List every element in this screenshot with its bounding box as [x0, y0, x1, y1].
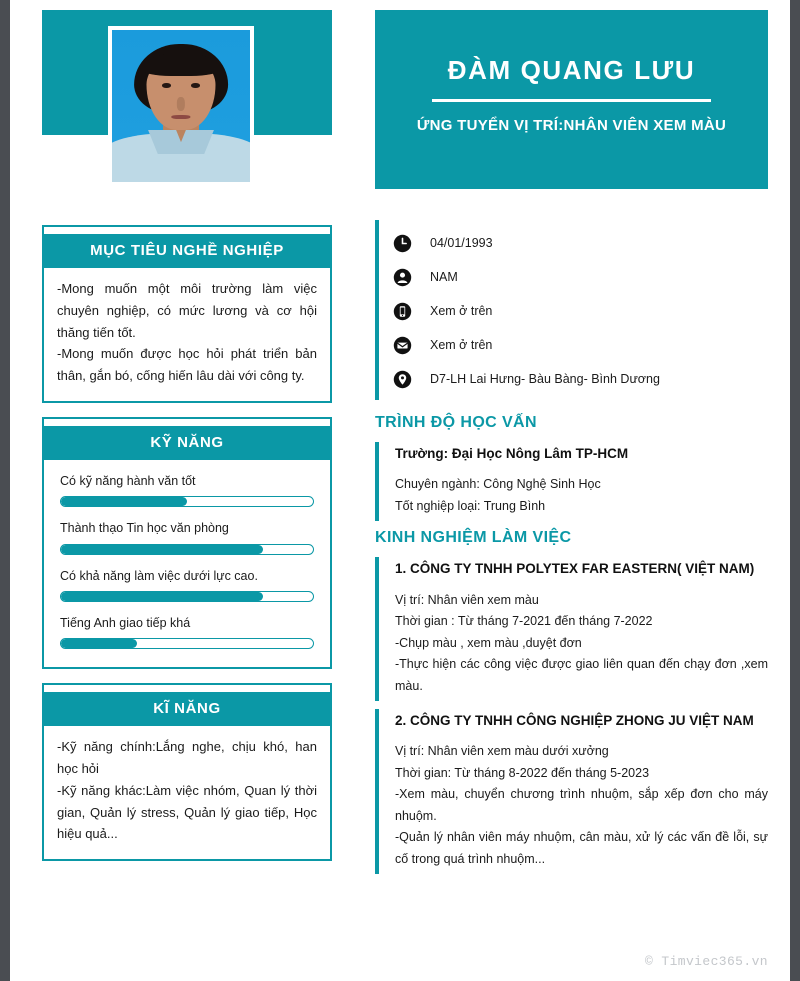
skill-progress-fill — [61, 497, 187, 506]
skill-progress-fill — [61, 592, 263, 601]
skill-item — [60, 568, 314, 602]
skill-progress-fill — [61, 639, 137, 648]
experience-line: -Chụp màu , xem màu ,duyệt đơn — [395, 635, 582, 650]
experience-line: -Quản lý nhân viên máy nhuộm, cân màu, xử lý các vấn đề lỗi, sự cố trong quá trình nhuộm... — [395, 830, 768, 866]
portrait-nose — [177, 97, 185, 111]
contact-row-phone — [379, 294, 768, 328]
experience-line: -Xem màu, chuyển chương trình nhuộm, sắp xếp đơn cho máy nhuộm. — [395, 787, 768, 823]
cv-header — [10, 0, 790, 200]
soft-skill-paragraph: -Kỹ năng chính:Lắng nghe, chịu khó, han học hỏi — [57, 739, 317, 776]
skills-body — [44, 460, 330, 667]
experience-entry — [375, 709, 768, 874]
panel-skills — [42, 417, 332, 669]
skill-item — [60, 473, 314, 507]
experience-line: Thời gian: Từ tháng 8-2022 đến tháng 5-2023 — [395, 765, 650, 780]
panel-top-gap — [44, 227, 330, 234]
panel-career-objective — [42, 225, 332, 403]
skill-progress-track — [60, 638, 314, 649]
experience-line: Vị trí: Nhân viên xem màu — [395, 592, 539, 607]
panel-top-gap — [44, 685, 330, 692]
experience-line: Thời gian : Từ tháng 7-2021 đến tháng 7-2022 — [395, 614, 653, 628]
page-left-edge — [0, 0, 10, 981]
skill-item — [60, 520, 314, 554]
candidate-photo — [108, 26, 254, 186]
skill-progress-track — [60, 591, 314, 602]
cv-sheet — [10, 0, 790, 981]
experience-line: Vị trí: Nhân viên xem màu dưới xưởng — [395, 744, 609, 759]
skill-item — [60, 615, 314, 649]
email-icon — [393, 336, 412, 355]
contact-block — [375, 220, 768, 400]
soft-skills-heading: KĨ NĂNG — [44, 692, 330, 726]
soft-skill-paragraph: -Kỹ năng khác:Làm việc nhóm, Quan lý thời gian, Quản lý stress, Quản lý giao tiếp, Học hiệu quả... — [57, 782, 317, 842]
soft-skills-body — [44, 726, 330, 859]
main-content — [375, 220, 768, 882]
phone-icon — [393, 302, 412, 321]
experience-company: 2. CÔNG TY TNHH CÔNG NGHIỆP ZHONG JU VIỆT NAM — [395, 713, 754, 728]
skill-label: Có khả năng làm việc dưới lực cao. — [60, 568, 258, 583]
contact-value: NAM — [430, 269, 458, 284]
site-watermark: © Timviec365.vn — [644, 954, 768, 969]
career-objective-body — [44, 268, 330, 401]
skill-label: Tiếng Anh giao tiếp khá — [60, 615, 191, 630]
contact-value: D7-LH Lai Hưng- Bàu Bàng- Bình Dương — [430, 371, 660, 386]
objective-paragraph: -Mong muốn được học hỏi phát triển bản thân, gắn bó, cống hiến lâu dài với công ty. — [57, 346, 317, 384]
contact-value: 04/01/1993 — [430, 235, 493, 250]
skill-label: Có kỹ năng hành văn tốt — [60, 474, 196, 489]
skill-label: Thành thạo Tin học văn phòng — [60, 521, 229, 536]
contact-row-email — [379, 328, 768, 362]
skills-heading: KỸ NĂNG — [44, 426, 330, 460]
contact-value: Xem ở trên — [430, 337, 493, 352]
experience-line: -Thực hiện các công việc được giao liên quan đến chạy đơn ,xem màu. — [395, 657, 768, 693]
skill-progress-track — [60, 496, 314, 507]
objective-paragraph: -Mong muốn một môi trường làm việc chuyên nghiệp, có mức lương và cơ hội thăng tiến tốt. — [57, 281, 317, 340]
applied-position: ỨNG TUYỂN VỊ TRÍ:NHÂN VIÊN XEM MÀU — [416, 116, 727, 134]
skill-progress-track — [60, 544, 314, 555]
experience-company: 1. CÔNG TY TNHH POLYTEX FAR EASTERN( VIỆT NAM) — [395, 561, 755, 577]
career-objective-heading: MỤC TIÊU NGHỀ NGHIỆP — [44, 234, 330, 268]
person-icon — [393, 268, 412, 287]
experience-entry — [375, 557, 768, 701]
contact-row-birthdate — [379, 226, 768, 260]
education-line: Chuyên ngành: Công Nghệ Sinh Học — [395, 477, 601, 492]
panel-top-gap — [44, 419, 330, 426]
education-entry — [375, 442, 768, 521]
skill-progress-fill — [61, 545, 263, 554]
sidebar — [42, 225, 332, 875]
page-right-edge — [790, 0, 800, 981]
name-divider — [432, 99, 712, 102]
clock-icon — [393, 234, 412, 253]
contact-value: Xem ở trên — [430, 303, 493, 318]
education-line: Tốt nghiệp loại: Trung Bình — [395, 498, 546, 513]
panel-soft-skills — [42, 683, 332, 861]
education-school: Trường: Đại Học Nông Lâm TP-HCM — [395, 446, 629, 461]
contact-row-gender — [379, 260, 768, 294]
education-heading: TRÌNH ĐỘ HỌC VẤN — [375, 414, 537, 431]
contact-row-address — [379, 362, 768, 396]
candidate-name: ĐÀM QUANG LƯU — [447, 54, 696, 85]
location-icon — [393, 370, 412, 389]
portrait-image — [112, 30, 250, 182]
portrait-mouth — [171, 115, 190, 119]
name-banner — [375, 10, 768, 189]
experience-heading: KINH NGHIỆM LÀM VIỆC — [375, 529, 572, 547]
